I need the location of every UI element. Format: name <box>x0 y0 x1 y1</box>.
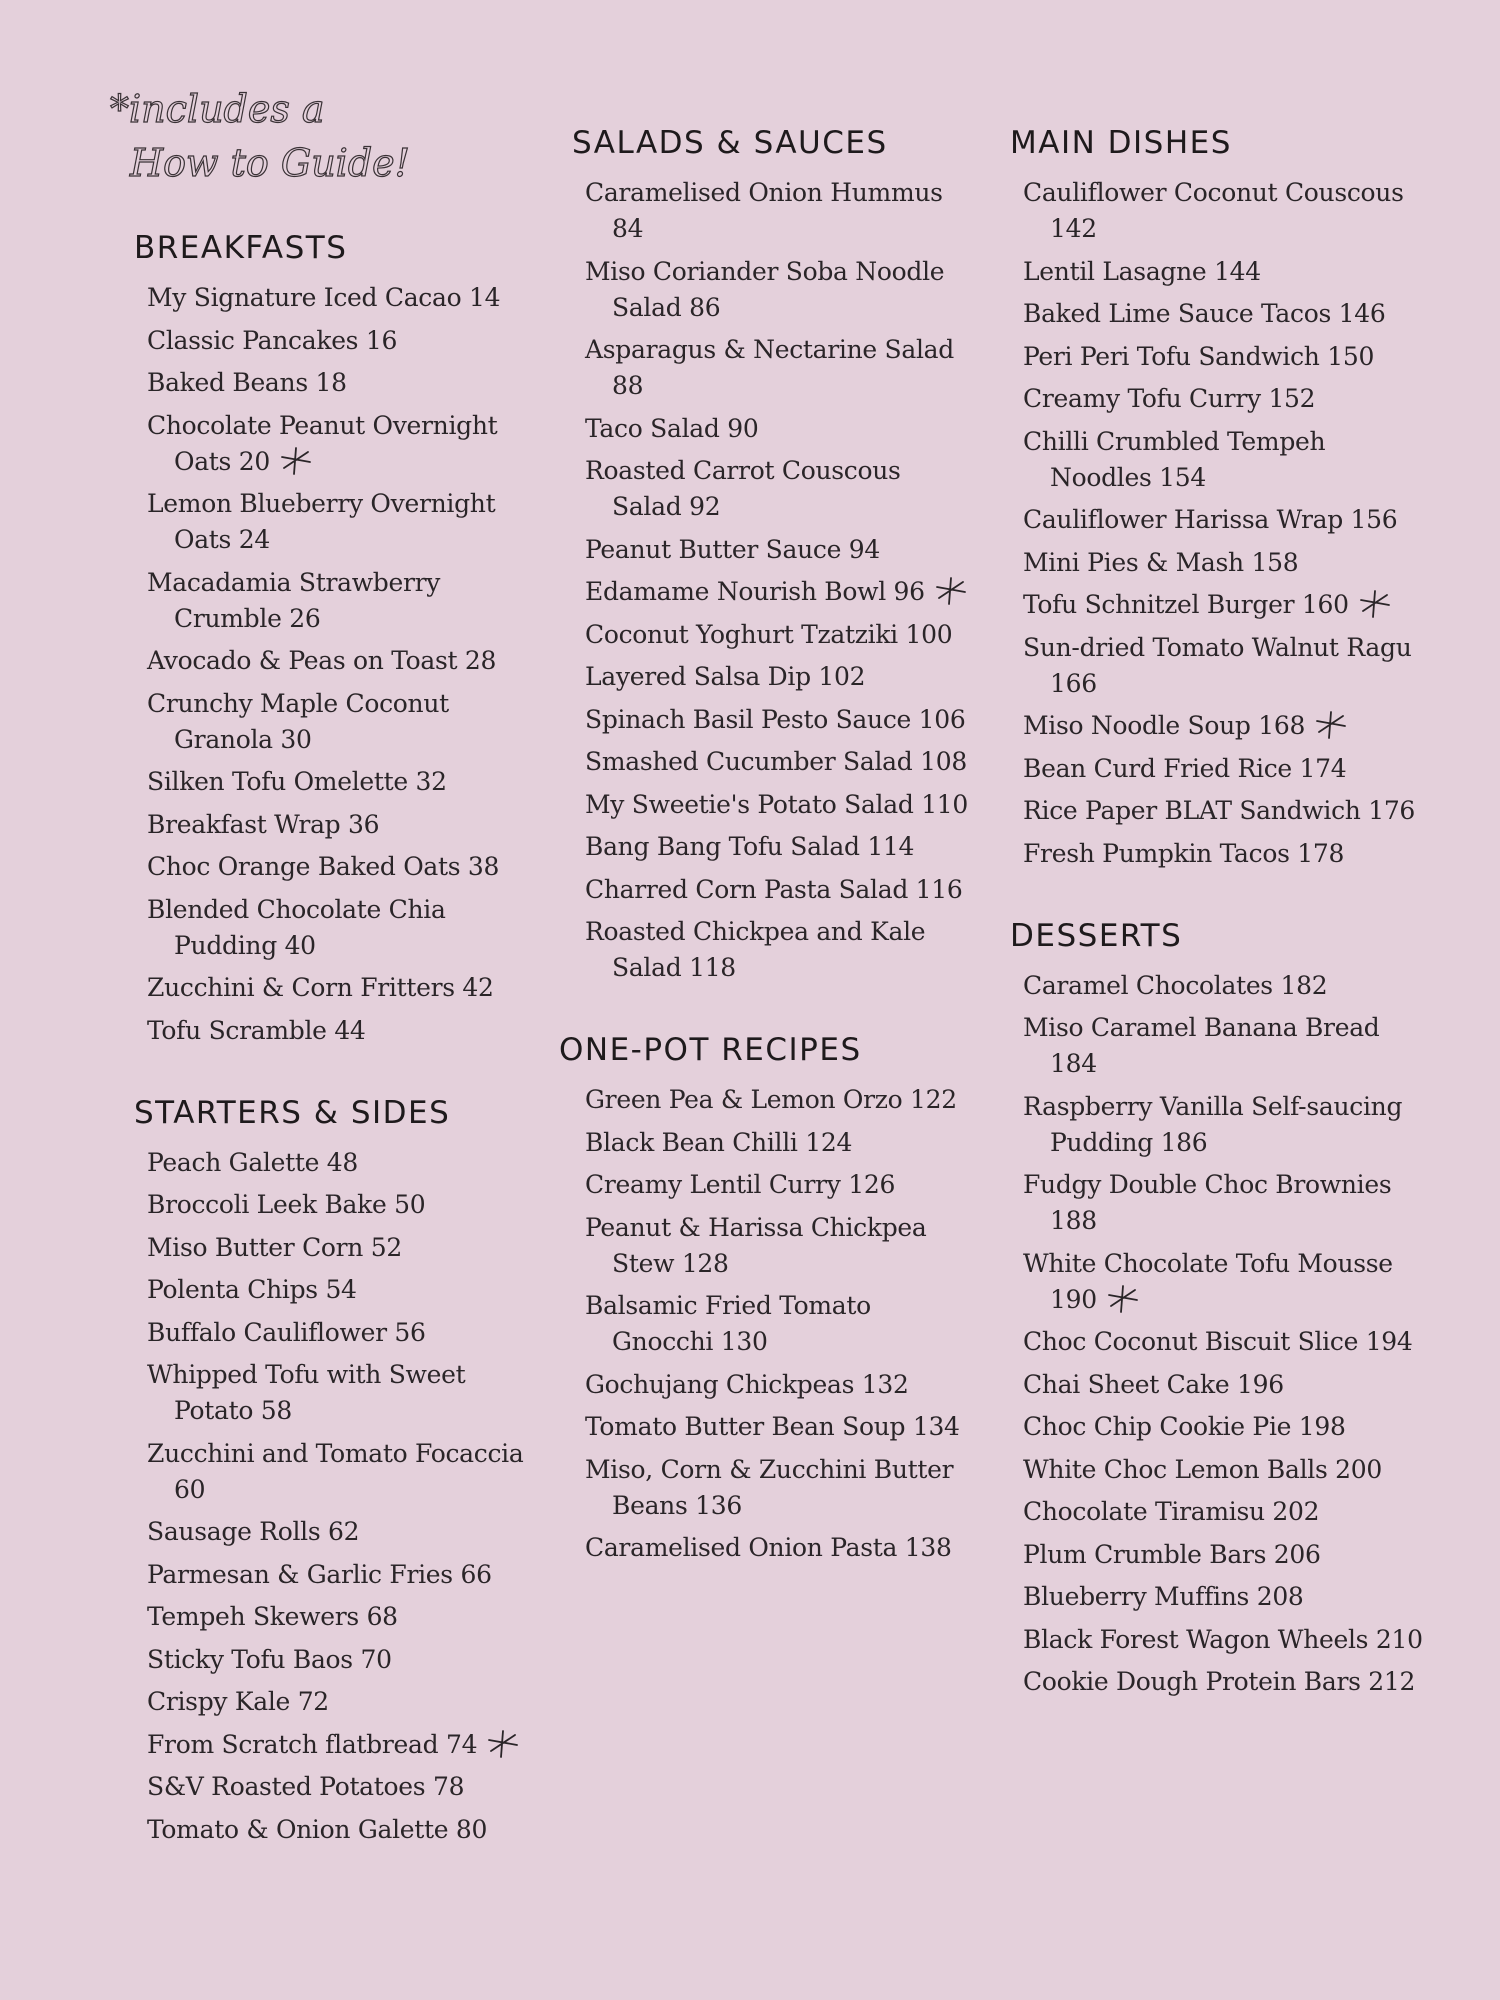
recipe-item: Avocado & Peas on Toast 28 <box>147 646 497 675</box>
recipe-item: Creamy Lentil Curry 126 <box>585 1170 896 1199</box>
section-heading: DESSERTS <box>1010 917 1183 954</box>
recipe-item: Mini Pies & Mash 158 <box>1023 547 1299 577</box>
note-line-1: *includes a <box>110 87 325 131</box>
recipe-item: Parmesan & Garlic Fries 66 <box>147 1559 492 1589</box>
recipe-item: Whipped Tofu with Sweet Potato 58 <box>147 1360 466 1425</box>
recipe-item: Zucchini & Corn Fritters 42 <box>147 973 494 1002</box>
recipe-item: Roasted Carrot Couscous Salad 92 <box>585 456 901 521</box>
recipe-item: Black Bean Chilli 124 <box>585 1127 853 1157</box>
recipe-item: Smashed Cucumber Salad 108 <box>585 747 967 776</box>
recipe-item: Chocolate Tiramisu 202 <box>1023 1497 1320 1526</box>
section-heading: STARTERS & SIDES <box>134 1094 451 1131</box>
section-breakfasts <box>134 230 534 1049</box>
recipe-item: Balsamic Fried Tomato Gnocchi 130 <box>585 1291 871 1356</box>
recipe-item: Miso Caramel Banana Bread 184 <box>1023 1013 1380 1078</box>
recipe-item: Tomato & Onion Galette 80 <box>147 1814 488 1844</box>
recipe-item: Peanut & Harissa Chickpea Stew 128 <box>585 1212 927 1278</box>
recipe-item: Tomato Butter Bean Soup 134 <box>585 1412 960 1441</box>
section-starters-sides <box>134 1095 534 1848</box>
recipe-item: My Signature Iced Cacao 14 <box>147 283 501 312</box>
recipe-item: Blueberry Muffins 208 <box>1023 1582 1304 1611</box>
recipe-item: Bang Bang Tofu Salad 114 <box>585 832 915 861</box>
recipe-item: Gochujang Chickpeas 132 <box>585 1369 909 1399</box>
recipe-item: Creamy Tofu Curry 152 <box>1023 384 1316 413</box>
recipe-item: Tofu Schnitzel Burger 160 <box>1023 587 1430 623</box>
recipe-item: Baked Lime Sauce Tacos 146 <box>1023 299 1386 328</box>
recipe-item: Tofu Scramble 44 <box>147 1015 366 1045</box>
recipe-item: Charred Corn Pasta Salad 116 <box>585 874 963 904</box>
recipe-item: Cookie Dough Protein Bars 212 <box>1023 1667 1416 1696</box>
recipe-item: Peach Galette 48 <box>147 1147 358 1177</box>
recipe-item: From Scratch flatbread 74 <box>147 1727 534 1763</box>
recipe-item: Layered Salsa Dip 102 <box>585 662 866 691</box>
recipe-item: Classic Pancakes 16 <box>147 325 398 355</box>
recipe-item: Broccoli Leek Bake 50 <box>147 1190 426 1219</box>
recipe-item: Breakfast Wrap 36 <box>147 809 380 839</box>
recipe-item: Lemon Blueberry Overnight Oats 24 <box>147 489 496 554</box>
recipe-item: Chocolate Peanut Overnight Oats 20 <box>147 410 498 476</box>
recipe-list <box>134 280 534 1049</box>
recipe-item: Caramel Chocolates 182 <box>1023 970 1328 1000</box>
recipe-list <box>134 1145 534 1848</box>
recipe-item: Peanut Butter Sauce 94 <box>585 534 880 564</box>
recipe-item: Edamame Nourish Bowl 96 <box>585 574 972 610</box>
recipe-item: Coconut Yoghurt Tzatziki 100 <box>585 619 953 649</box>
column-right <box>1010 125 1430 1746</box>
recipe-item: Miso Noodle Soup 168 <box>1023 708 1430 744</box>
note-line-2: How to Guide! <box>130 141 410 185</box>
recipe-list <box>572 1082 972 1566</box>
recipe-item: S&V Roasted Potatoes 78 <box>147 1772 465 1801</box>
handwritten-note <box>104 78 410 198</box>
how-to-guide-note <box>104 78 410 198</box>
recipe-item: Caramelised Onion Pasta 138 <box>585 1533 952 1562</box>
recipe-item: Cauliflower Harissa Wrap 156 <box>1023 505 1398 534</box>
recipe-item: Fresh Pumpkin Tacos 178 <box>1023 838 1345 868</box>
recipe-item: Asparagus & Nectarine Salad 88 <box>585 335 954 400</box>
recipe-item: Chai Sheet Cake 196 <box>1023 1369 1284 1399</box>
section-heading: SALADS & SAUCES <box>572 125 888 161</box>
recipe-item: Choc Coconut Biscuit Slice 194 <box>1023 1327 1413 1356</box>
recipe-item: Choc Chip Cookie Pie 198 <box>1023 1412 1346 1441</box>
recipe-item: Black Forest Wagon Wheels 210 <box>1023 1624 1423 1654</box>
guide-star-icon <box>1311 708 1351 742</box>
column-left <box>134 230 534 1894</box>
recipe-item: Sausage Rolls 62 <box>147 1517 360 1546</box>
recipe-item: Silken Tofu Omelette 32 <box>147 767 447 796</box>
recipe-item: Roasted Chickpea and Kale Salad 118 <box>585 917 926 982</box>
recipe-item: Cauliflower Coconut Couscous 142 <box>1023 178 1404 243</box>
recipe-item: Plum Crumble Bars 206 <box>1023 1539 1321 1569</box>
guide-star-icon <box>483 1727 523 1761</box>
guide-star-icon <box>1355 587 1395 621</box>
recipe-item: My Sweetie's Potato Salad 110 <box>585 789 969 819</box>
recipe-item: Baked Beans 18 <box>147 368 347 397</box>
recipe-item: Crunchy Maple Coconut Granola 30 <box>147 688 449 754</box>
recipe-item: Sticky Tofu Baos 70 <box>147 1644 392 1674</box>
recipe-item: Blended Chocolate Chia Pudding 40 <box>147 894 446 960</box>
guide-star-icon <box>931 574 971 608</box>
section-desserts <box>1010 918 1430 1701</box>
section-main-dishes <box>1010 125 1430 872</box>
recipe-item: Lentil Lasagne 144 <box>1023 256 1261 286</box>
recipe-item: Buffalo Cauliflower 56 <box>147 1317 426 1347</box>
section-one-pot <box>559 1032 972 1566</box>
recipe-item: Macadamia Strawberry Crumble 26 <box>147 567 441 633</box>
recipe-item: Miso Coriander Soba Noodle Salad 86 <box>585 256 945 322</box>
recipe-item: Raspberry Vanilla Self-saucing Pudding 186 <box>1023 1091 1403 1157</box>
recipe-item: Miso, Corn & Zucchini Butter Beans 136 <box>585 1454 954 1520</box>
recipe-item: Bean Curd Fried Rice 174 <box>1023 753 1347 783</box>
guide-star-icon <box>1103 1282 1143 1316</box>
recipe-item: Taco Salad 90 <box>585 413 759 443</box>
recipe-item: Sun-dried Tomato Walnut Ragu 166 <box>1023 632 1412 698</box>
recipe-item: Chilli Crumbled Tempeh Noodles 154 <box>1023 426 1326 492</box>
recipe-item: Choc Orange Baked Oats 38 <box>147 852 500 881</box>
recipe-list <box>1010 175 1430 872</box>
section-heading: ONE-POT RECIPES <box>559 1032 862 1068</box>
recipe-item: Crispy Kale 72 <box>147 1687 329 1716</box>
recipe-item: Zucchini and Tomato Focaccia 60 <box>147 1438 524 1504</box>
recipe-item: Polenta Chips 54 <box>147 1275 357 1304</box>
recipe-item: Caramelised Onion Hummus 84 <box>585 178 943 243</box>
recipe-item: Green Pea & Lemon Orzo 122 <box>585 1085 957 1114</box>
recipe-list <box>1010 968 1430 1701</box>
column-middle <box>559 125 972 1612</box>
guide-star-icon <box>276 444 316 478</box>
section-heading: BREAKFASTS <box>134 230 348 266</box>
recipe-item: Peri Peri Tofu Sandwich 150 <box>1023 341 1375 371</box>
recipe-item: Miso Butter Corn 52 <box>147 1232 402 1262</box>
section-heading: MAIN DISHES <box>1010 125 1232 161</box>
recipe-item: Spinach Basil Pesto Sauce 106 <box>585 704 966 734</box>
recipe-item: White Choc Lemon Balls 200 <box>1023 1454 1382 1484</box>
recipe-item: Rice Paper BLAT Sandwich 176 <box>1023 796 1416 825</box>
recipe-list <box>572 175 972 986</box>
recipe-item: Fudgy Double Choc Brownies 188 <box>1023 1170 1392 1235</box>
recipe-item: Tempeh Skewers 68 <box>147 1602 398 1631</box>
section-salads-sauces <box>572 125 972 986</box>
recipe-item: White Chocolate Tofu Mousse 190 <box>1023 1248 1393 1314</box>
